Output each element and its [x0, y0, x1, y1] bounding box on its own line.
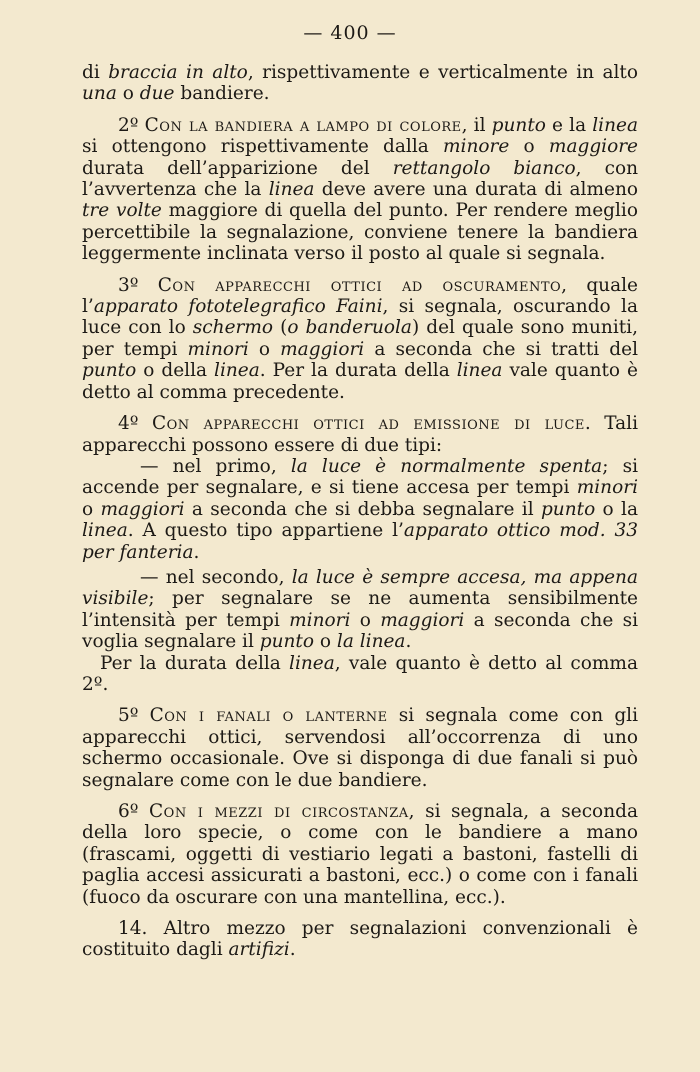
- italic-text: maggiore: [548, 136, 639, 158]
- text: o: [350, 609, 381, 631]
- item-heading: Con la bandiera a lampo di colore: [144, 114, 462, 136]
- item-number: 6º: [118, 801, 150, 822]
- text: , si segnala, a seconda della loro specie, o come con le bandiere a mano (frascami, oggetti di vestiario legati a bastoni, fastelli di paglia accesi assicurati a bastoni, ecc.) o come con i fanali (fuoco da oscurare con una mantellina, ecc.).: [82, 801, 638, 908]
- text: , si segnala, oscurando la luce con lo: [82, 296, 639, 339]
- italic-text: minore: [443, 136, 510, 158]
- text: a seconda che si debba segnalare il: [184, 498, 541, 520]
- italic-text: la luce è normalmente spenta: [290, 455, 603, 477]
- italic-text: apparato ottico mod. 33 per fanteria: [82, 520, 639, 563]
- italic-text: maggiori: [280, 338, 365, 360]
- text: bandiere.: [174, 83, 270, 105]
- paragraph-item-3: [82, 275, 638, 403]
- text: o: [248, 338, 281, 360]
- italic-text: artifizi: [228, 939, 290, 961]
- text: , con l’avvertenza che la: [82, 157, 638, 201]
- italic-text: apparato fototelegrafico Faini: [93, 296, 383, 318]
- italic-text: linea: [82, 520, 128, 542]
- paragraph-second-type: [82, 567, 638, 653]
- section-number: 14.: [118, 918, 164, 940]
- text: si ottengono rispettivamente dalla: [82, 136, 444, 158]
- italic-text: rettangolo bianco: [392, 157, 576, 179]
- paragraph-section-14: [82, 918, 638, 961]
- italic-text: minori: [187, 338, 249, 360]
- italic-text: maggiori: [100, 498, 185, 520]
- text: Per la durata della: [100, 652, 290, 674]
- paragraph-duration-note: [82, 653, 638, 696]
- text: di: [82, 62, 109, 83]
- text: e la: [545, 114, 593, 136]
- text: , vale quanto è detto al comma 2º.: [82, 652, 638, 695]
- italic-text: punto: [491, 114, 546, 136]
- italic-text: minori: [289, 609, 351, 631]
- item-number: 4º: [118, 413, 152, 435]
- italic-text: linea: [268, 179, 315, 201]
- text: ; per segnalare se ne aumenta sensibilmente l’intensità per tempi: [82, 588, 638, 631]
- italic-text: tre volte: [82, 200, 162, 222]
- text: durata dell’apparizione del: [82, 157, 393, 179]
- italic-text: linea: [592, 114, 638, 136]
- italic-text: linea: [214, 360, 260, 382]
- text: . Tali apparecchi possono essere di due tipi:: [82, 413, 639, 456]
- text: .: [405, 631, 412, 653]
- text: vale quanto è detto al comma precedente.: [82, 360, 638, 403]
- italic-text: punto: [540, 498, 596, 520]
- text: o: [509, 136, 549, 158]
- item-heading: Con i mezzi di circostanza: [149, 801, 409, 822]
- text: ; si accende per segnalare, e si tiene accesa per tempi: [82, 455, 638, 499]
- text: (: [273, 317, 288, 339]
- text: , rispettivamente e verticalmente in alto: [247, 62, 639, 83]
- text: o la: [595, 498, 638, 520]
- italic-text: la linea: [336, 631, 406, 653]
- item-number: 3º: [118, 274, 158, 296]
- text: a seconda che si voglia segnalare il: [82, 609, 639, 653]
- italic-text: schermo: [192, 317, 274, 339]
- page-body: [82, 62, 638, 961]
- item-number: 5º: [118, 705, 150, 727]
- item-number: 2º: [118, 114, 145, 136]
- text: , il: [461, 114, 492, 136]
- italic-text: la luce è sempre accesa, ma appena visibile: [82, 566, 638, 610]
- italic-text: punto: [259, 631, 314, 653]
- page-number: — 400 —: [303, 22, 397, 44]
- italic-text: due: [139, 83, 175, 105]
- text: ) del quale sono muniti, per tempi: [82, 317, 638, 360]
- text: , quale l’: [82, 274, 638, 318]
- text: o: [314, 631, 337, 653]
- italic-text: braccia in alto: [108, 62, 248, 83]
- text: . Per la durata della: [259, 360, 457, 382]
- text: o: [82, 498, 101, 520]
- italic-text: maggiori: [380, 609, 465, 631]
- paragraph-item-6: [82, 801, 638, 908]
- text: . A questo tipo appartiene l’: [127, 520, 404, 542]
- text: maggiore di quella del punto. Per rendere meglio percettibile la segnalazione, conviene tenere la bandiera leggermente inclinata verso il posto al quale si segnala.: [82, 200, 638, 265]
- paragraph-item-4: [82, 413, 638, 456]
- italic-text: minori: [576, 477, 638, 499]
- text: .: [289, 939, 296, 961]
- italic-text: linea: [289, 652, 335, 674]
- text: .: [193, 541, 200, 563]
- text: — nel secondo,: [140, 566, 292, 588]
- paragraph-item-5: [82, 705, 638, 791]
- item-heading: Con apparecchi ottici ad oscuramento: [157, 274, 562, 296]
- paragraph-first-type: [82, 456, 638, 563]
- item-heading: Con apparecchi ottici ad emissione di luce: [151, 413, 585, 435]
- text: o della: [136, 360, 215, 382]
- italic-text: o banderuola: [287, 317, 412, 339]
- text: a seconda che si tratti del: [364, 338, 638, 360]
- text: — nel primo,: [140, 455, 291, 477]
- paragraph-item-2: [82, 115, 638, 265]
- text: o: [116, 83, 140, 105]
- paragraph-flag-arms: [82, 62, 638, 105]
- item-heading: Con i fanali o lanterne: [149, 705, 388, 727]
- text: deve avere una durata di almeno: [314, 179, 638, 201]
- italic-text: linea: [456, 360, 503, 382]
- text: si segnala come con gli apparecchi ottici, servendosi all’occorrenza di uno schermo occasionale. Ove si disponga di due fanali si può segnalare come con le due bandiere.: [82, 705, 638, 791]
- italic-text: una: [82, 83, 117, 105]
- text: Altro mezzo per segnalazioni convenzionali è costituito dagli: [82, 918, 638, 961]
- italic-text: punto: [82, 360, 137, 382]
